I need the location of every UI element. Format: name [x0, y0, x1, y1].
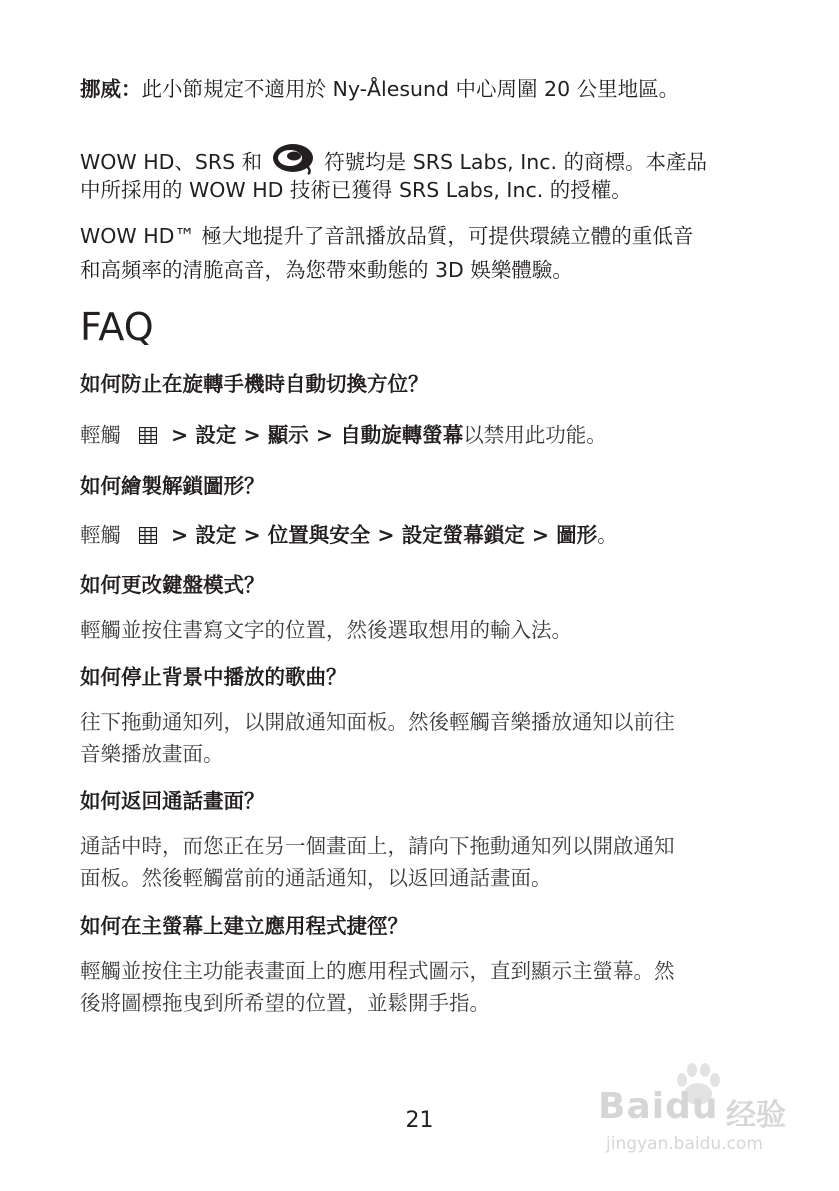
- norway-note: [80, 73, 760, 106]
- answer-2-prefix: 輕觸: [80, 523, 121, 547]
- faq-question-2: 如何繪製解鎖圖形？: [80, 474, 265, 498]
- menu-grid-icon: [139, 521, 157, 538]
- faq-answer-4-line-2: 音樂播放畫面。: [80, 742, 224, 766]
- faq-question-5: 如何返回通話畫面？: [80, 789, 265, 813]
- watermark-brand: Baidu: [598, 1086, 719, 1127]
- answer-2-path: > 設定 > 位置與安全 > 設定螢幕鎖定 > 圖形: [171, 523, 598, 547]
- watermark-url: jingyan.baidu.com: [606, 1134, 763, 1154]
- answer-1-prefix: 輕觸: [80, 423, 121, 447]
- norway-text: 此小節規定不適用於 Ny-Ålesund 中心周圍 20 公里地區。: [141, 77, 680, 101]
- faq-question-4: 如何停止背景中播放的歌曲？: [80, 665, 347, 689]
- norway-label: 挪威：: [80, 77, 142, 101]
- faq-answer-5-line-2: 面板。然後輕觸當前的通話通知，以返回通話畫面。: [80, 866, 552, 890]
- srs-trademark-line-2: 中所採用的 WOW HD 技術已獲得 SRS Labs, Inc. 的授權。: [80, 178, 632, 202]
- answer-2-suffix: 。: [597, 523, 618, 547]
- faq-answer-5-line-1: 通話中時，而您正在另一個畫面上，請向下拖動通知列以開啟通知: [80, 834, 675, 858]
- faq-question-3: 如何更改鍵盤模式？: [80, 573, 265, 597]
- faq-answer-3-line-1: 輕觸並按住書寫文字的位置，然後選取想用的輸入法。: [80, 618, 572, 642]
- faq-answer-4-line-1: 往下拖動通知列，以開啟通知面板。然後輕觸音樂播放通知以前往: [80, 710, 675, 734]
- baidu-watermark: [598, 1060, 798, 1170]
- answer-1-path: > 設定 > 顯示 > 自動旋轉螢幕: [171, 423, 464, 447]
- answer-1-suffix: 以禁用此功能。: [463, 423, 607, 447]
- srs-line1-before: WOW HD、SRS 和: [80, 150, 263, 174]
- faq-answer-2: [80, 519, 760, 552]
- menu-grid-icon: [139, 421, 157, 438]
- faq-question-1: 如何防止在旋轉手機時自動切換方位？: [80, 372, 429, 396]
- faq-answer-6-line-2: 後將圖標拖曳到所希望的位置，並鬆開手指。: [80, 991, 490, 1015]
- faq-heading: FAQ: [80, 305, 154, 349]
- srs-line1-after: 符號均是 SRS Labs, Inc. 的商標。本產品: [324, 150, 708, 174]
- wowhd-line-1: WOW HD™ 極大地提升了音訊播放品質，可提供環繞立體的重低音: [80, 224, 694, 248]
- faq-answer-1: [80, 419, 760, 452]
- watermark-brand-cn: 经验: [726, 1098, 786, 1133]
- faq-question-6: 如何在主螢幕上建立應用程式捷徑？: [80, 914, 408, 938]
- page-number: 21: [405, 1108, 434, 1133]
- faq-answer-6-line-1: 輕觸並按住主功能表畫面上的應用程式圖示，直到顯示主螢幕。然: [80, 959, 675, 983]
- srs-logo-icon: [270, 141, 318, 177]
- wowhd-line-2: 和高頻率的清脆高音，為您帶來動態的 3D 娛樂體驗。: [80, 258, 573, 282]
